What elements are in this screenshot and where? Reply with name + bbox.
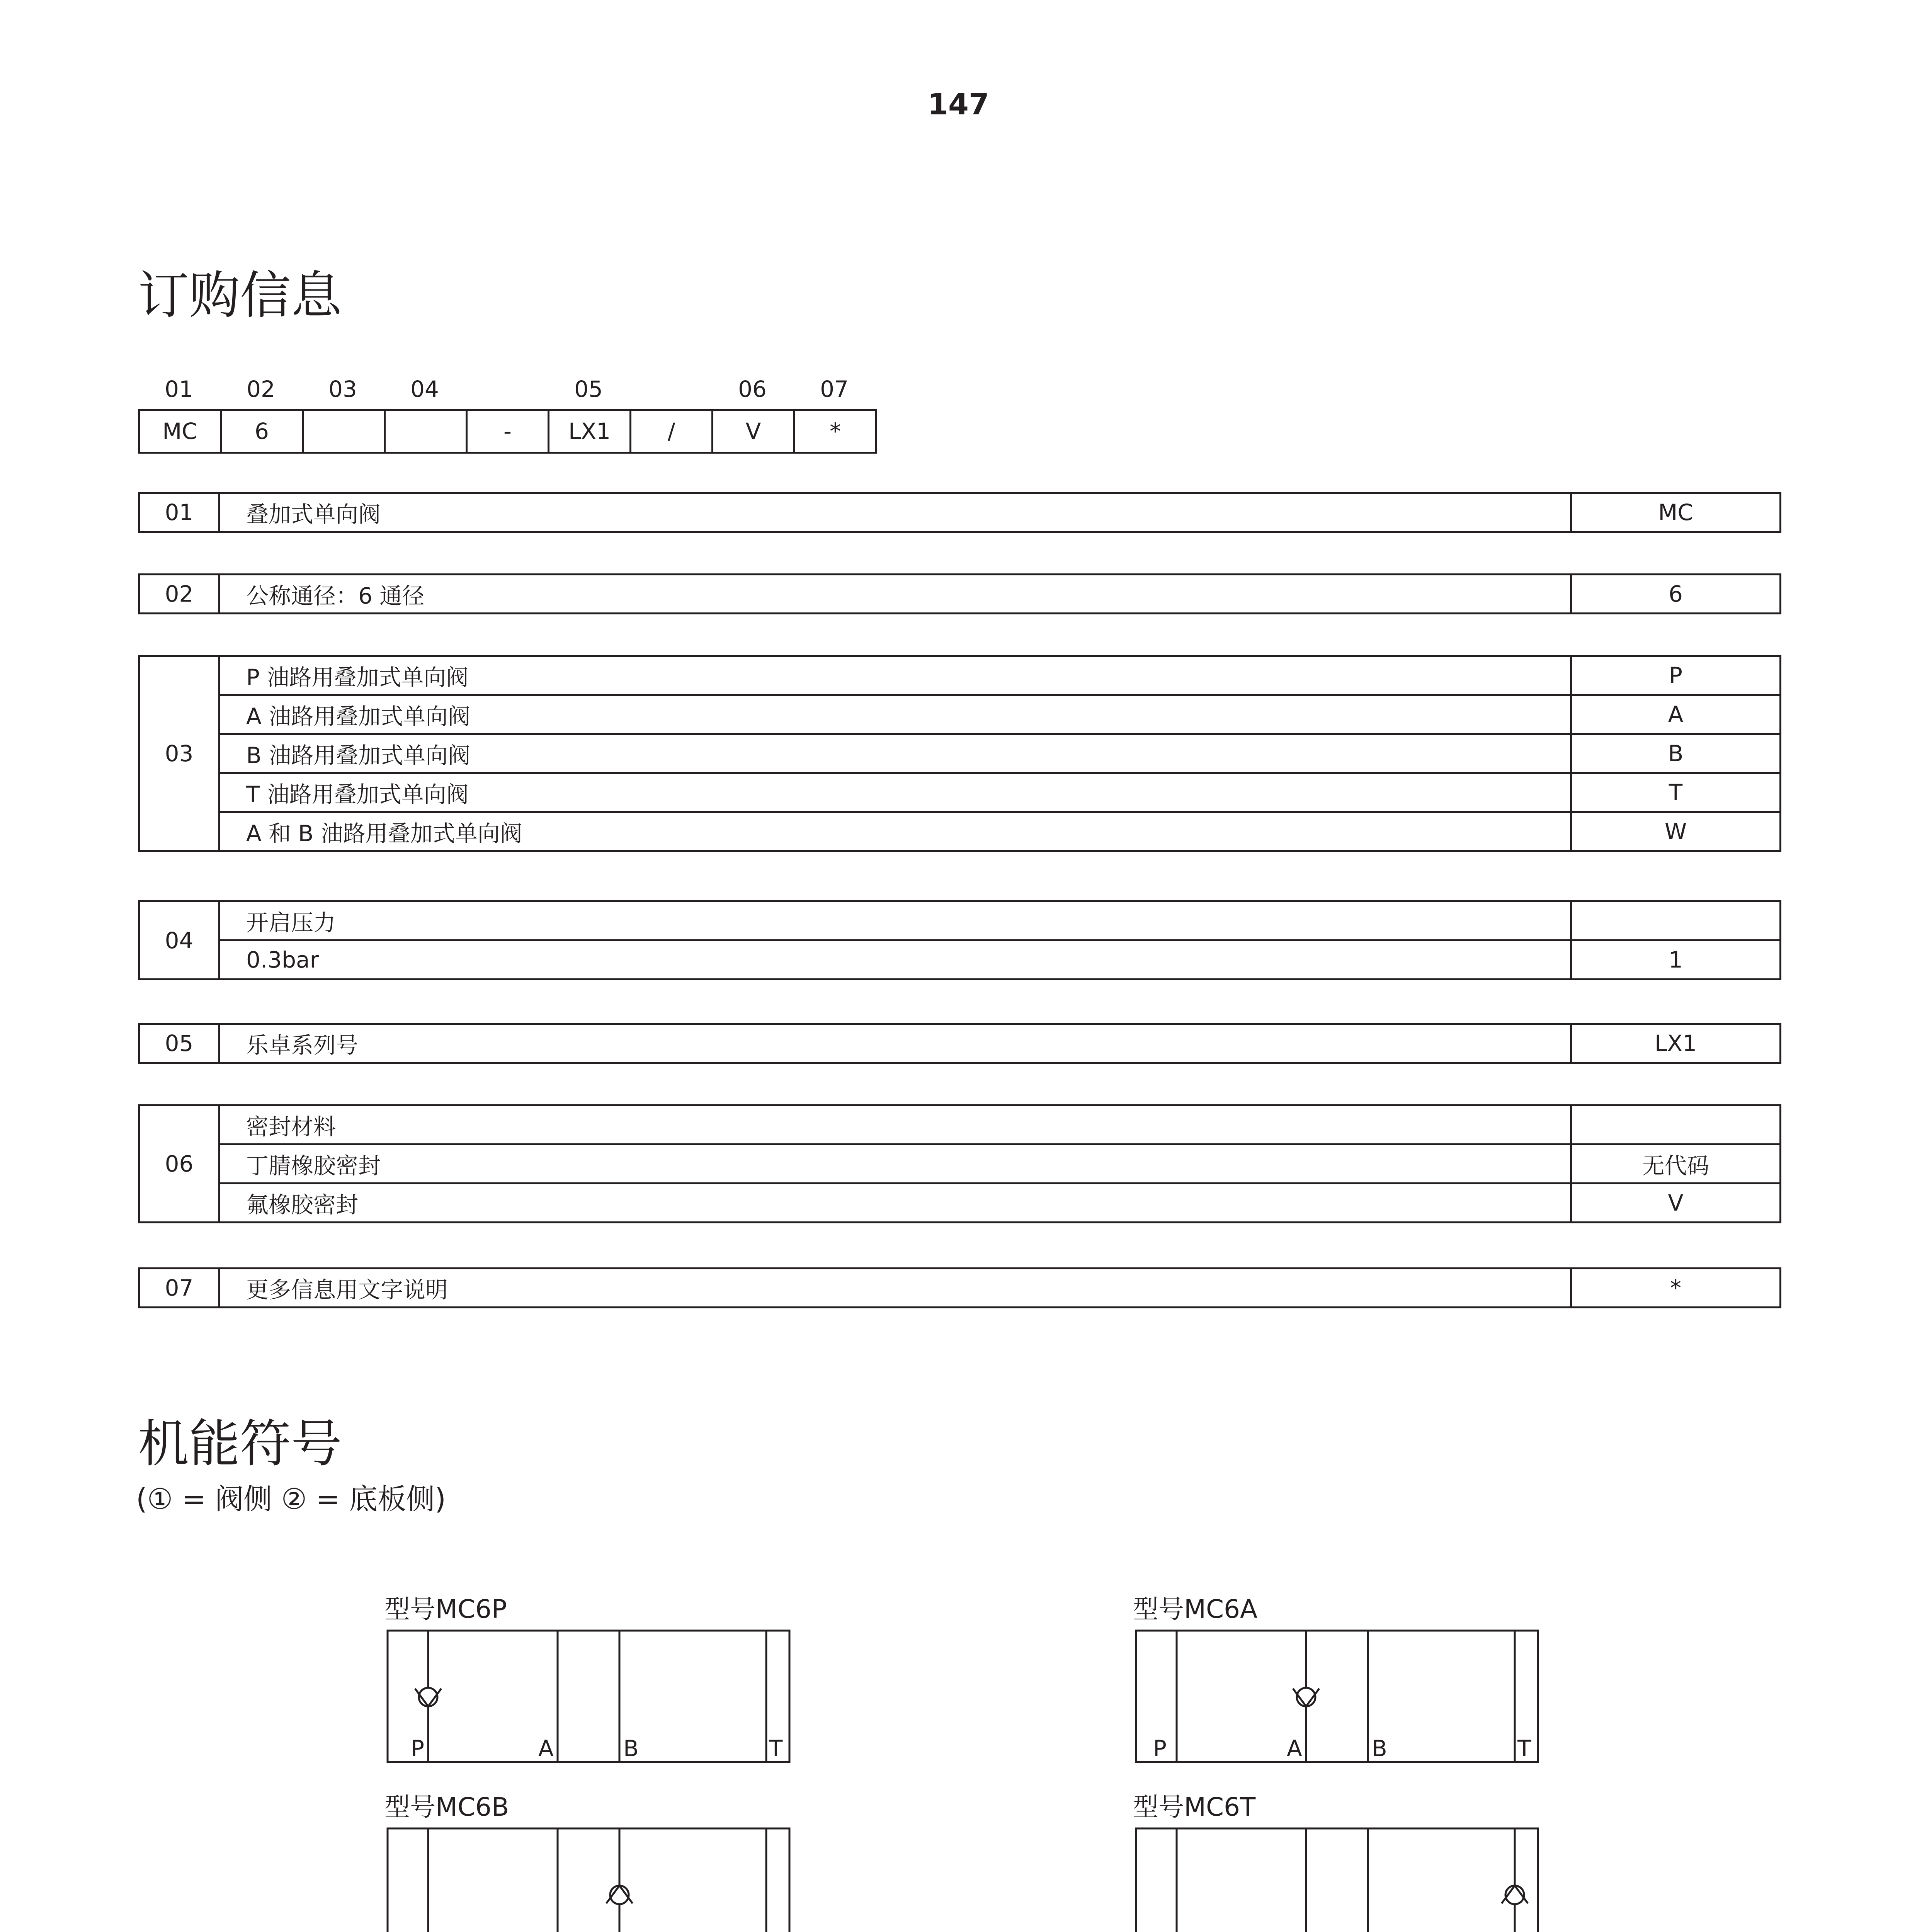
option-description: B 油路用叠加式单向阀 [219, 734, 1571, 773]
code-cell: - [468, 411, 549, 452]
code-cell: * [795, 411, 877, 452]
symbol-mc6p [384, 1592, 790, 1767]
table-row [139, 812, 1781, 851]
table-row [139, 656, 1781, 695]
option-code: 无代码 [1571, 1145, 1781, 1184]
code-label: 07 [820, 376, 849, 402]
option-code [1571, 1105, 1781, 1145]
option-table-04 [138, 900, 1781, 980]
mc6p-diagram [384, 1627, 790, 1766]
option-code: 6 [1571, 575, 1781, 614]
option-number: 01 [139, 493, 219, 532]
option-code: V [1571, 1184, 1781, 1223]
option-code: * [1571, 1269, 1781, 1308]
symbol-title: 型号MC6B [384, 1792, 509, 1822]
mc6t-diagram [1133, 1825, 1539, 1932]
section-title-symbols: 机能符号 [138, 1414, 342, 1474]
option-code: B [1571, 734, 1781, 773]
code-label: 01 [165, 376, 193, 402]
code-cell [304, 411, 386, 452]
option-number: 07 [139, 1269, 219, 1308]
option-number: 02 [139, 575, 219, 614]
table-row [139, 1184, 1781, 1223]
code-cell [386, 411, 468, 452]
option-table-06 [138, 1104, 1781, 1223]
port-label-b: B [1372, 1735, 1387, 1762]
code-label [629, 372, 711, 406]
code-cell: 6 [222, 411, 304, 452]
port-label-p: P [1153, 1735, 1167, 1762]
option-table-02 [138, 573, 1781, 614]
symbol-mc6t [1133, 1790, 1539, 1932]
port-label-a: A [1287, 1735, 1302, 1762]
port-label-a: A [538, 1735, 554, 1762]
code-cell: LX1 [549, 411, 631, 452]
option-description: T 油路用叠加式单向阀 [219, 773, 1571, 812]
symbol-title: 型号MC6A [1133, 1594, 1258, 1624]
option-description: 丁腈橡胶密封 [219, 1145, 1571, 1184]
option-description: A 和 B 油路用叠加式单向阀 [219, 812, 1571, 851]
option-table-01 [138, 492, 1781, 533]
option-description: 乐卓系列号 [219, 1024, 1571, 1063]
option-description: 密封材料 [219, 1105, 1571, 1145]
table-row [139, 940, 1781, 980]
table-row [139, 575, 1781, 614]
option-code: MC [1571, 493, 1781, 532]
code-cell: V [713, 411, 795, 452]
port-label-p: P [411, 1735, 424, 1762]
code-label: 03 [328, 376, 357, 402]
option-code: P [1571, 656, 1781, 695]
code-label: 06 [738, 376, 767, 402]
symbol-legend-note: (① = 阀侧 ② = 底板侧) [136, 1483, 446, 1516]
option-code: A [1571, 695, 1781, 734]
section-title-ordering: 订购信息 [138, 266, 342, 325]
table-row [139, 695, 1781, 734]
option-description: 叠加式单向阀 [219, 493, 1571, 532]
option-code: W [1571, 812, 1781, 851]
option-table-03 [138, 655, 1781, 852]
page-number: 147 [928, 87, 989, 121]
code-label: 02 [247, 376, 275, 402]
table-row [139, 493, 1781, 532]
table-row [139, 901, 1781, 940]
mc6b-diagram [384, 1825, 790, 1932]
option-description: 氟橡胶密封 [219, 1184, 1571, 1223]
table-row [139, 734, 1781, 773]
option-table-05 [138, 1023, 1781, 1064]
option-number: 06 [139, 1105, 219, 1223]
table-row [139, 1024, 1781, 1063]
ordering-code-strip [138, 409, 877, 454]
option-code [1571, 901, 1781, 940]
symbol-title: 型号MC6T [1133, 1792, 1256, 1822]
option-table-07 [138, 1267, 1781, 1308]
option-code: T [1571, 773, 1781, 812]
option-description: P 油路用叠加式单向阀 [219, 656, 1571, 695]
code-label: 05 [574, 376, 603, 402]
table-row [139, 1145, 1781, 1184]
option-code: LX1 [1571, 1024, 1781, 1063]
port-label-b: B [623, 1735, 639, 1762]
option-number: 05 [139, 1024, 219, 1063]
symbol-mc6b [384, 1790, 790, 1932]
table-row [139, 1269, 1781, 1308]
option-description: 更多信息用文字说明 [219, 1269, 1571, 1308]
option-description: 0.3bar [219, 940, 1571, 980]
code-cell: / [631, 411, 713, 452]
symbol-title: 型号MC6P [384, 1594, 507, 1624]
code-cell: MC [140, 411, 222, 452]
port-label-t: T [769, 1735, 783, 1762]
option-description: 开启压力 [219, 901, 1571, 940]
option-number: 03 [139, 656, 219, 851]
table-row [139, 773, 1781, 812]
option-number: 04 [139, 901, 219, 980]
symbol-mc6a [1133, 1592, 1539, 1767]
mc6a-diagram [1133, 1627, 1539, 1766]
option-description: 公称通径：6 通径 [219, 575, 1571, 614]
code-label [466, 372, 548, 406]
option-code: 1 [1571, 940, 1781, 980]
port-label-t: T [1517, 1735, 1531, 1762]
option-description: A 油路用叠加式单向阀 [219, 695, 1571, 734]
code-label: 04 [410, 376, 439, 402]
table-row [139, 1105, 1781, 1145]
